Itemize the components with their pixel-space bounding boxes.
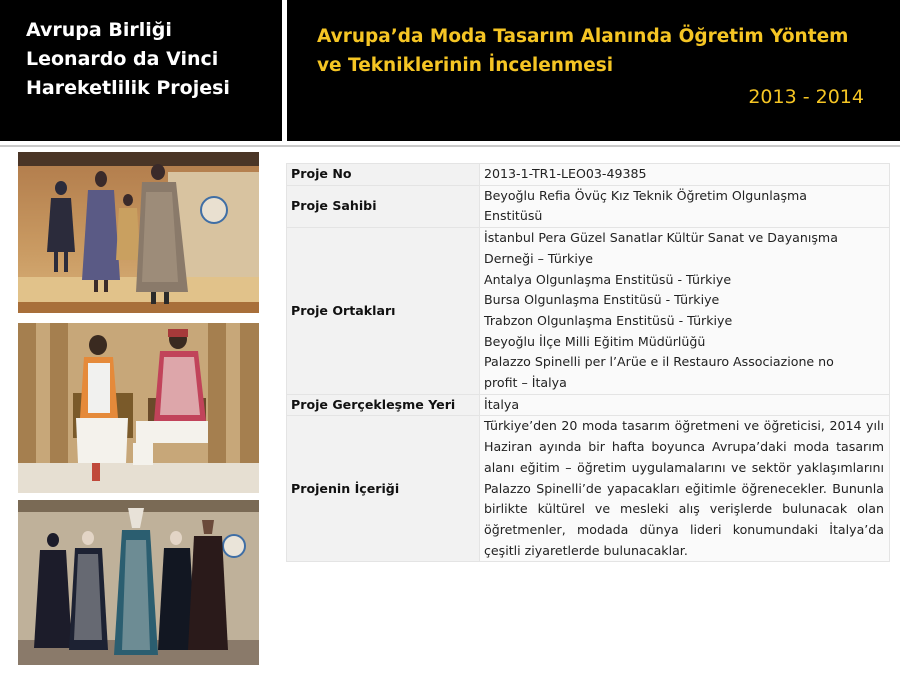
row-label: Proje Sahibi	[287, 185, 480, 227]
program-title-line: Avrupa Birliği	[26, 19, 172, 41]
traditional-costumes-photo	[18, 500, 259, 665]
header-right-panel	[287, 0, 900, 141]
value-line: İtalya	[484, 396, 520, 412]
value-line: Trabzon Olgunlaşma Enstitüsü - Türkiye	[484, 312, 733, 328]
row-value	[480, 394, 890, 416]
value-line: Bursa Olgunlaşma Enstitüsü - Türkiye	[484, 292, 720, 308]
value-line: İstanbul Pera Güzel Sanatlar Kültür Sanat ve Dayanışma	[484, 230, 838, 246]
row-value	[480, 164, 890, 186]
value-line: Antalya Olgunlaşma Enstitüsü - Türkiye	[484, 271, 732, 287]
program-title-line: Hareketlilik Projesi	[26, 77, 230, 99]
table-row	[287, 416, 890, 562]
row-value	[480, 228, 890, 395]
project-title-line: ve Tekniklerinin İncelenmesi	[317, 55, 614, 76]
row-label: Proje No	[287, 164, 480, 186]
project-years: 2013 - 2014	[748, 86, 864, 108]
row-value: Türkiye’den 20 moda tasarım öğretmeni ve öğreticisi, 2014 yılı Haziran ayında bir hafta boyunca Avrupa’daki moda tasarım alanı eğitim – öğretim uygulamalarını ve sektör yaklaşımlarını Palazzo Spinelli’de yapacakları eğitimle öğrenecekler. Bununla birlikte kültürel ve mesleki alış verişlerde bulunacak olan öğretmenler, modada dünya lideri konumundaki İtalya’da çeşitli ziyaretlerde bulunacaklar.	[480, 416, 890, 562]
value-line: profit – İtalya	[484, 375, 567, 391]
value-line: Beyoğlu İlçe Milli Eğitim Müdürlüğü	[484, 333, 706, 349]
program-title-line: Leonardo da Vinci	[26, 48, 219, 70]
row-label: Proje Gerçekleşme Yeri	[287, 394, 480, 416]
header-left-panel	[0, 0, 282, 141]
table-row	[287, 185, 890, 227]
value-line: Palazzo Spinelli per l’Arüe e il Restauro Associazione no	[484, 354, 834, 370]
value-line: Beyoğlu Refia Övüç Kız Teknik Öğretim Olgunlaşma	[484, 187, 808, 203]
table-row	[287, 228, 890, 395]
value-line: 2013-1-TR1-LEO03-49385	[484, 166, 647, 181]
table-row	[287, 394, 890, 416]
fashion-show-photo	[18, 152, 259, 313]
value-line: Derneği – Türkiye	[484, 250, 594, 266]
row-label: Projenin İçeriği	[287, 416, 480, 562]
project-title-line: Avrupa’da Moda Tasarım Alanında Öğretim Yöntem	[317, 26, 849, 47]
value-line: Enstitüsü	[484, 208, 543, 224]
seated-models-photo	[18, 323, 259, 493]
table-row	[287, 164, 890, 186]
row-label: Proje Ortakları	[287, 228, 480, 395]
project-info-table	[286, 163, 890, 562]
divider	[0, 145, 900, 147]
row-value	[480, 185, 890, 227]
